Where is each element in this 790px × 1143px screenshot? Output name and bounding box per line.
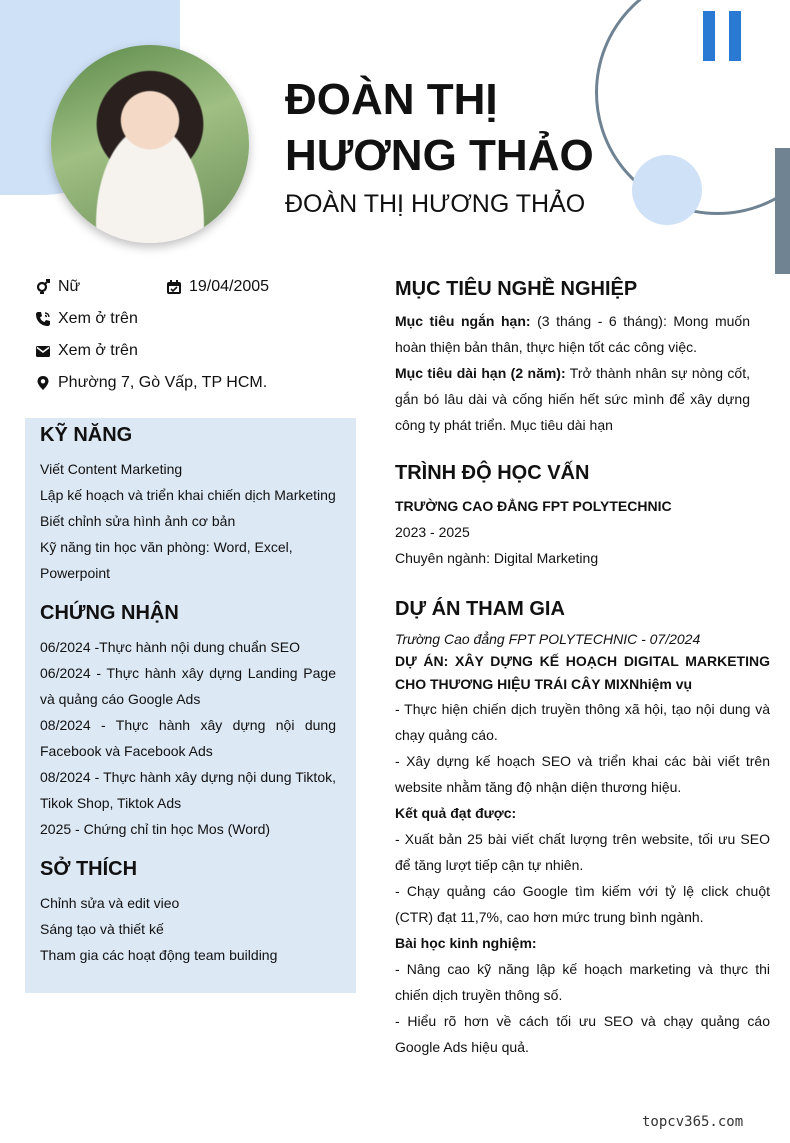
education-school: TRƯỜNG CAO ĐẲNG FPT POLYTECHNIC: [395, 498, 672, 514]
project-lesson: - Nâng cao kỹ năng lập kế hoạch marketing và thực thi chiến dịch truyền thông số.: [395, 961, 770, 1003]
gender-value: Nữ: [58, 278, 81, 295]
decor-circle: [632, 155, 702, 225]
decor-side-bar: [775, 148, 790, 274]
education-major: Chuyên ngành: Digital Marketing: [395, 550, 599, 566]
envelope-icon: [35, 343, 51, 359]
project-result: - Chạy quảng cáo Google tìm kiếm với tỷ lệ click chuột (CTR) đạt 11,7%, cao hơn mức trung bình ngành.: [395, 883, 770, 925]
project-results-label: Kết quả đạt được:: [395, 805, 517, 821]
skills-title: KỸ NĂNG: [40, 424, 133, 446]
list-item: Kỹ năng tin học văn phòng: Word, Excel, Powerpoint: [40, 539, 293, 581]
hobbies-title: SỞ THÍCH: [40, 858, 138, 880]
location-pin-icon: [35, 375, 51, 391]
list-item: 06/2024 - Thực hành xây dựng Landing Page và quảng cáo Google Ads: [40, 665, 336, 707]
left-panel: [25, 418, 356, 993]
project-lesson: - Hiểu rõ hơn về cách tối ưu SEO và chạy quảng cáo Google Ads hiệu quả.: [395, 1013, 770, 1055]
list-item: 08/2024 - Thực hành xây dựng nội dung Facebook và Facebook Ads: [40, 717, 336, 759]
calendar-icon: [166, 279, 182, 295]
objective-section: [395, 276, 750, 438]
watermark: topcv365.com: [642, 1114, 744, 1130]
objective-title: MỤC TIÊU NGHỀ NGHIỆP: [395, 278, 638, 300]
avatar: [51, 45, 249, 243]
education-title: TRÌNH ĐỘ HỌC VẤN: [395, 462, 590, 484]
gender-row: [35, 277, 80, 297]
list-item: 06/2024 -Thực hành nội dung chuẩn SEO: [40, 639, 300, 655]
hobbies-list: [40, 890, 336, 968]
email-value: Xem ở trên: [58, 342, 138, 359]
certificates-title: CHỨNG NHẬN: [40, 602, 179, 624]
name-line-2: HƯƠNG THẢO: [285, 131, 594, 180]
objective-long-label: Mục tiêu dài hạn (2 năm):: [395, 365, 566, 381]
list-item: Chỉnh sửa và edit vieo: [40, 895, 180, 911]
name-line-1: ĐOÀN THỊ: [285, 75, 498, 124]
project-name: DỰ ÁN: XÂY DỰNG KẾ HOẠCH DIGITAL MARKETING CHO THƯƠNG HIỆU TRÁI CÂY MIXNhiệm vụ: [395, 653, 770, 692]
project-task: - Xây dựng kế hoạch SEO và triển khai các bài viết trên website nhằm tăng độ nhận diện thương hiệu.: [395, 753, 770, 795]
projects-section: [395, 596, 770, 1060]
list-item: Viết Content Marketing: [40, 461, 183, 477]
list-item: Tham gia các hoạt động team building: [40, 947, 278, 963]
list-item: Sáng tạo và thiết kế: [40, 921, 164, 937]
project-result: - Xuất bản 25 bài viết chất lượng trên website, tối ưu SEO để tăng lượt tiếp cận tự nhiên.: [395, 831, 770, 873]
page-title: [285, 72, 605, 184]
birthday-value: 19/04/2005: [189, 278, 270, 295]
objective-long: [395, 360, 750, 438]
objective-short-text: (3 tháng - 6 tháng): Mong muốn hoàn thiện bản thân, thực hiện tốt các công việc.: [395, 313, 750, 355]
phone-row: [35, 309, 138, 329]
project-org-date: Trường Cao đẳng FPT POLYTECHNIC - 07/2024: [395, 631, 701, 647]
list-item: Biết chỉnh sửa hình ảnh cơ bản: [40, 513, 236, 529]
phone-icon: [35, 311, 51, 327]
list-item: 08/2024 - Thực hành xây dựng nội dung Tiktok, Tikok Shop, Tiktok Ads: [40, 769, 336, 811]
objective-short-label: Mục tiêu ngắn hạn:: [395, 313, 531, 329]
email-row: [35, 341, 138, 361]
gender-icon: [35, 279, 51, 295]
list-item: 2025 - Chứng chỉ tin học Mos (Word): [40, 821, 271, 837]
address-value: Phường 7, Gò Vấp, TP HCM.: [58, 374, 268, 391]
education-years: 2023 - 2025: [395, 524, 470, 540]
decor-bar: [729, 11, 741, 61]
phone-value: Xem ở trên: [58, 310, 138, 327]
birthday-row: [166, 277, 269, 297]
project-lessons-label: Bài học kinh nghiệm:: [395, 935, 537, 951]
address-row: [35, 373, 267, 393]
list-item: Lập kế hoạch và triển khai chiến dịch Marketing: [40, 487, 336, 503]
certificates-list: [40, 634, 336, 842]
project-task: - Thực hiện chiến dịch truyền thông xã hội, tạo nội dung và chạy quảng cáo.: [395, 701, 770, 743]
objective-short: [395, 308, 750, 360]
name-subtitle: ĐOÀN THỊ HƯƠNG THẢO: [285, 190, 586, 218]
projects-title: DỰ ÁN THAM GIA: [395, 598, 565, 620]
skills-list: [40, 456, 336, 586]
decor-bar: [703, 11, 715, 61]
objective-long-text: Trở thành nhân sự nòng cốt, gắn bó lâu dài và cống hiến hết sức mình để xây dựng công ty phát triển. Mục tiêu dài hạn: [395, 365, 750, 433]
education-section: [395, 460, 770, 571]
